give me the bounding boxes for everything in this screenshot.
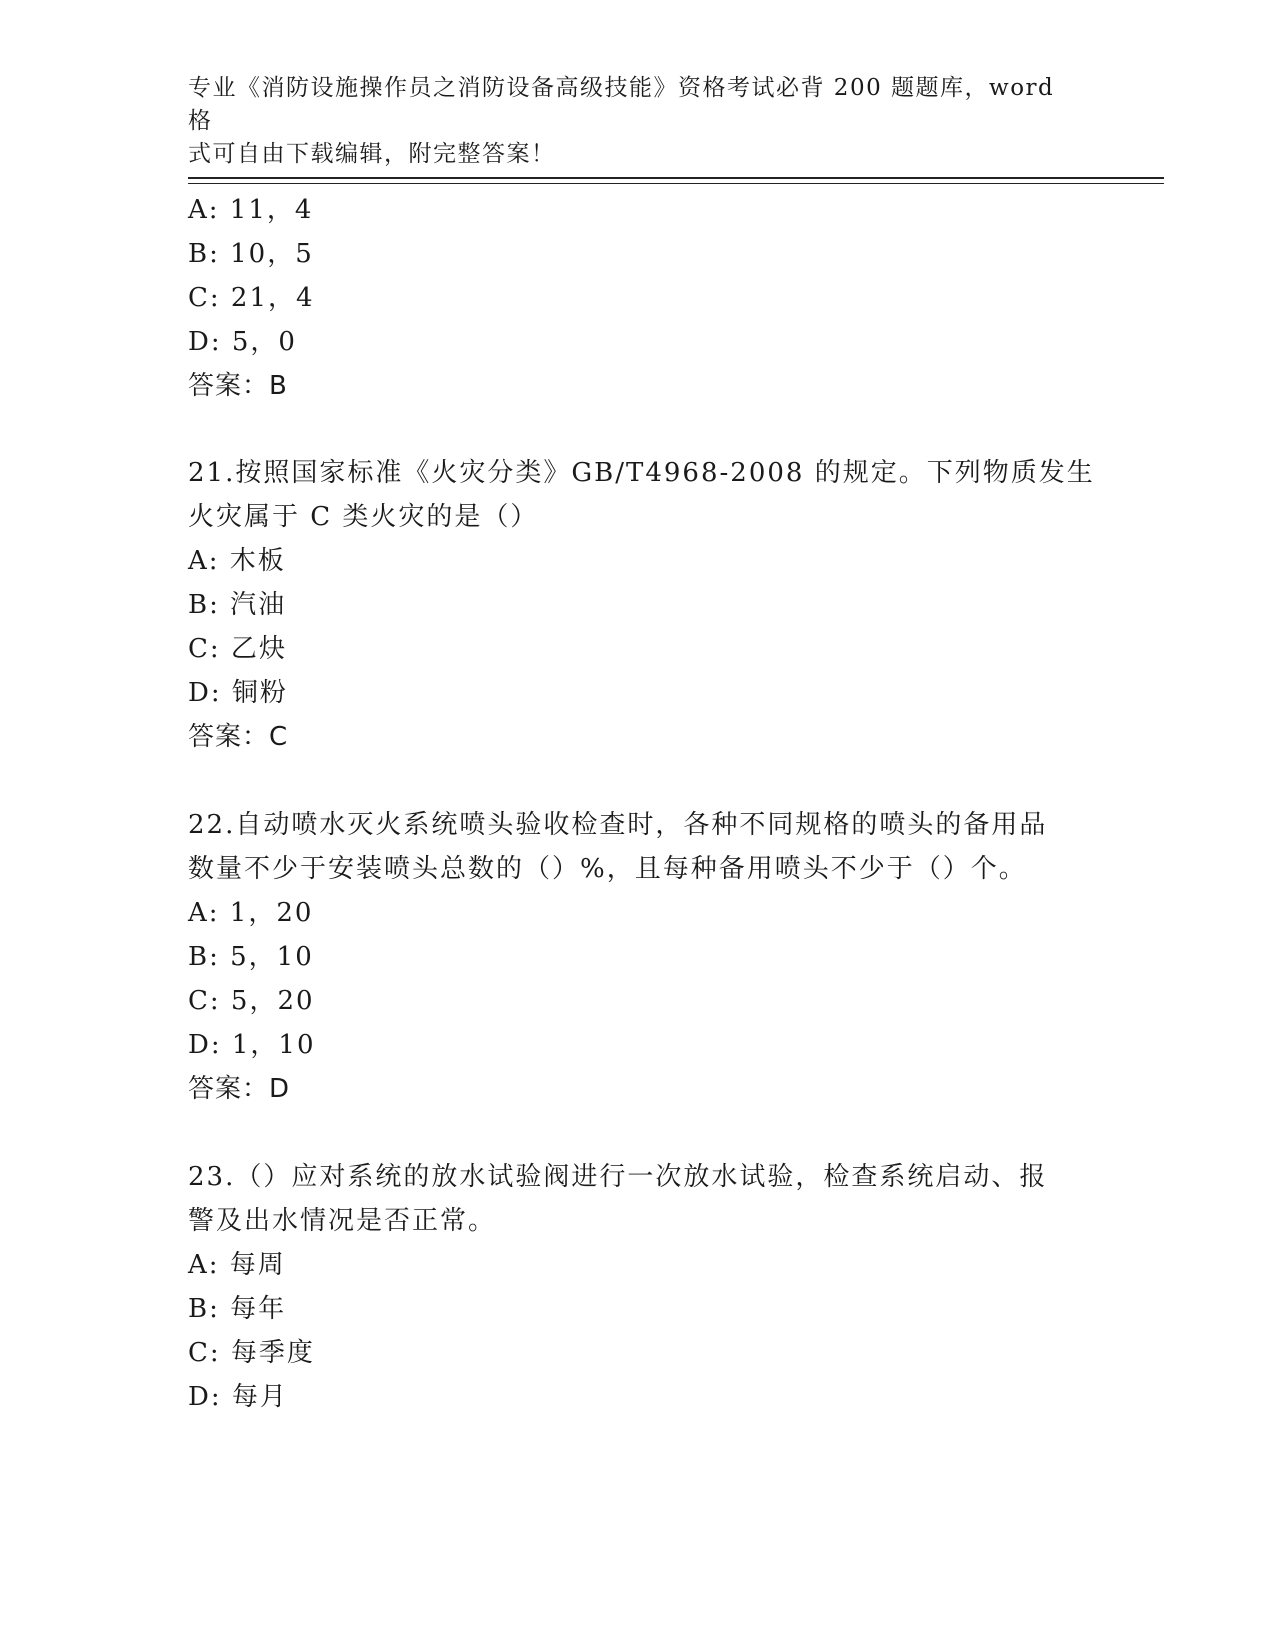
- q21-option-d: D: 铜粉: [188, 678, 288, 708]
- q23-option-d: D: 每月: [188, 1382, 288, 1412]
- q22-answer: 答案：D: [188, 1074, 291, 1104]
- q20-answer: 答案：B: [188, 371, 288, 401]
- q21-stem-line-2: 火灾属于 C 类火灾的是（）: [188, 502, 539, 532]
- header-divider-thin: [188, 183, 1164, 184]
- q22-stem-line-2: 数量不少于安装喷头总数的（）%，且每种备用喷头不少于（）个。: [188, 854, 1027, 884]
- q20-option-c: C: 21，4: [188, 283, 315, 313]
- q22-option-c: C: 5，20: [188, 986, 315, 1016]
- q20-option-d: D: 5，0: [188, 327, 297, 357]
- q22-option-d: D: 1，10: [188, 1030, 316, 1060]
- q21-stem-line-1: 21.按照国家标准《火灾分类》GB/T4968-2008 的规定。下列物质发生: [188, 458, 1095, 488]
- q23-stem-line-1: 23.（）应对系统的放水试验阀进行一次放水试验，检查系统启动、报: [188, 1162, 1048, 1192]
- q22-option-a: A: 1，20: [188, 898, 314, 928]
- header-divider-thick: [188, 177, 1164, 179]
- q23-option-c: C: 每季度: [188, 1338, 315, 1368]
- q23-option-a: A: 每周: [188, 1250, 286, 1280]
- q23-stem-line-2: 警及出水情况是否正常。: [188, 1206, 497, 1236]
- q21-answer: 答案：C: [188, 722, 289, 752]
- q22-option-b: B: 5，10: [188, 942, 314, 972]
- q20-option-a: A: 11，4: [188, 195, 314, 225]
- q21-option-c: C: 乙炔: [188, 634, 287, 664]
- q20-option-b: B: 10，5: [188, 239, 314, 269]
- q21-option-b: B: 汽油: [188, 590, 287, 620]
- document-header: [188, 72, 1068, 171]
- header-line-2: 式可自由下载编辑，附完整答案！: [188, 141, 556, 167]
- q23-option-b: B: 每年: [188, 1294, 287, 1324]
- q21-option-a: A: 木板: [188, 546, 286, 576]
- q22-stem-line-1: 22.自动喷水灭火系统喷头验收检查时，各种不同规格的喷头的备用品: [188, 810, 1048, 840]
- header-line-1: 专业《消防设施操作员之消防设备高级技能》资格考试必背 200 题题库，word 格: [188, 75, 1055, 134]
